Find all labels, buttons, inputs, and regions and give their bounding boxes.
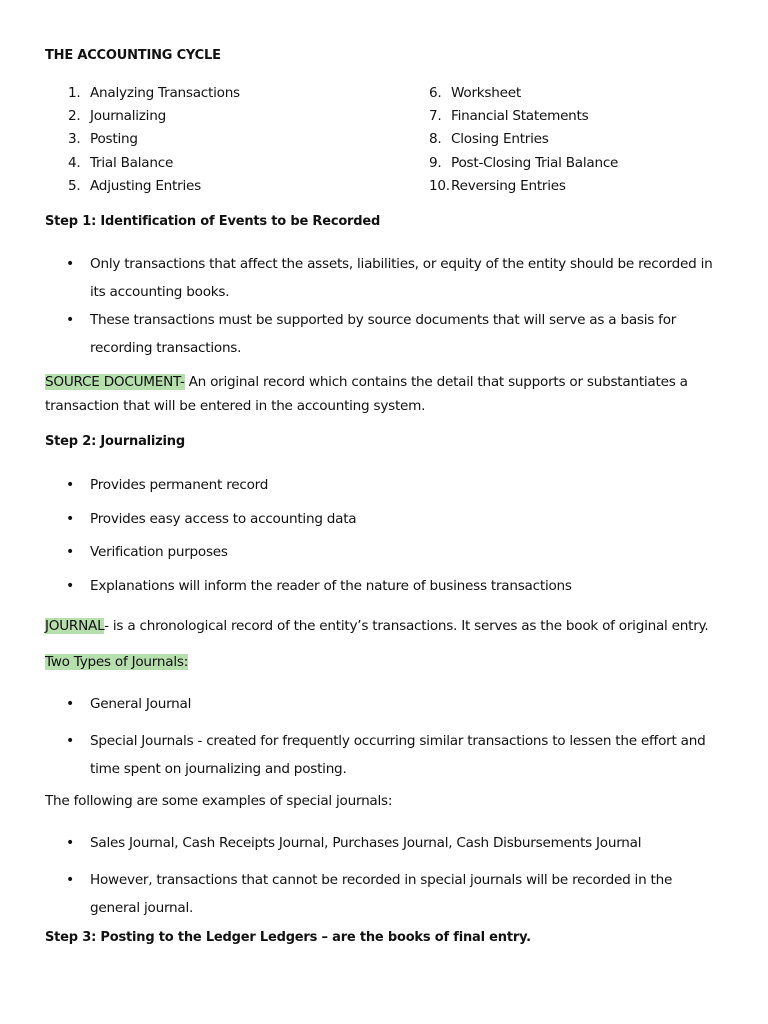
- source-document-text: An original record which contains the detail that supports or substantiates a transaction that will be entered in the accounting system.: [45, 374, 688, 414]
- examples-intro: The following are some examples of special journals:: [45, 793, 393, 809]
- list-item: • However, transactions that cannot be recorded in special journals will be recorded in the general journal.: [45, 866, 725, 922]
- journal-types-label: Two Types of Journals:: [45, 654, 189, 670]
- step1-bullet-list: [45, 250, 725, 362]
- item-number: 1.: [68, 85, 81, 101]
- list-item: [429, 177, 618, 200]
- item-label: Financial Statements: [451, 108, 589, 125]
- journal-term: JOURNAL: [45, 618, 105, 634]
- step1-heading: Step 1: Identification of Events to be Recorded: [45, 214, 381, 229]
- list-item: [429, 130, 618, 153]
- item-number: 6.: [429, 85, 442, 101]
- list-item: • Explanations will inform the reader of the nature of business transactions: [45, 576, 725, 610]
- list-item: [68, 130, 240, 153]
- item-label: Reversing Entries: [451, 177, 566, 194]
- list-item: [68, 107, 240, 130]
- cycle-list-right: [429, 84, 618, 200]
- list-item: • Provides permanent record: [45, 475, 725, 509]
- list-item: [429, 84, 618, 107]
- page-title: THE ACCOUNTING CYCLE: [45, 48, 221, 63]
- item-label: Adjusting Entries: [90, 177, 201, 194]
- item-label: Worksheet: [451, 85, 521, 101]
- item-number: 3.: [68, 131, 81, 148]
- item-number: 4.: [68, 154, 81, 171]
- step3-heading: Step 3: Posting to the Ledger Ledgers – are the books of final entry.: [45, 930, 531, 945]
- source-document-definition: [45, 370, 725, 418]
- journal-types-heading: [45, 650, 725, 674]
- list-item: • Verification purposes: [45, 542, 725, 576]
- journal-types-list: [45, 694, 725, 783]
- list-item: [68, 154, 240, 177]
- step2-heading: Step 2: Journalizing: [45, 434, 185, 449]
- list-item: [429, 107, 618, 130]
- list-item: • Only transactions that affect the assets, liabilities, or equity of the entity should be recorded in its accounting books.: [45, 250, 725, 306]
- step2-bullet-list: [45, 475, 725, 609]
- item-label: Post-Closing Trial Balance: [451, 154, 619, 171]
- list-item: [68, 177, 240, 200]
- item-number: 10.: [429, 177, 450, 194]
- list-item: • Sales Journal, Cash Receipts Journal, Purchases Journal, Cash Disbursements Journal: [45, 833, 725, 866]
- cycle-list-left: [68, 84, 240, 200]
- item-label: Closing Entries: [451, 131, 549, 148]
- list-item: • General Journal: [45, 694, 725, 727]
- item-label: Journalizing: [90, 108, 166, 125]
- special-journals-list: [45, 833, 725, 922]
- journal-text: - is a chronological record of the entity’s transactions. It serves as the book of original entry.: [104, 618, 709, 634]
- journal-definition: [45, 614, 725, 638]
- item-number: 8.: [429, 131, 442, 148]
- item-number: 2.: [68, 108, 81, 125]
- source-document-term: SOURCE DOCUMENT-: [45, 374, 185, 390]
- item-label: Trial Balance: [90, 154, 174, 171]
- list-item: [429, 154, 618, 177]
- list-item: [68, 84, 240, 107]
- item-number: 9.: [429, 154, 442, 171]
- item-number: 7.: [429, 108, 442, 125]
- list-item: • Provides easy access to accounting data: [45, 509, 725, 543]
- list-item: • Special Journals - created for frequently occurring similar transactions to lessen the effort and time spent on journalizing and posting.: [45, 727, 725, 783]
- item-label: Posting: [90, 131, 138, 148]
- list-item: • These transactions must be supported by source documents that will serve as a basis for recording transactions.: [45, 306, 725, 362]
- item-label: Analyzing Transactions: [90, 85, 240, 101]
- item-number: 5.: [68, 177, 81, 194]
